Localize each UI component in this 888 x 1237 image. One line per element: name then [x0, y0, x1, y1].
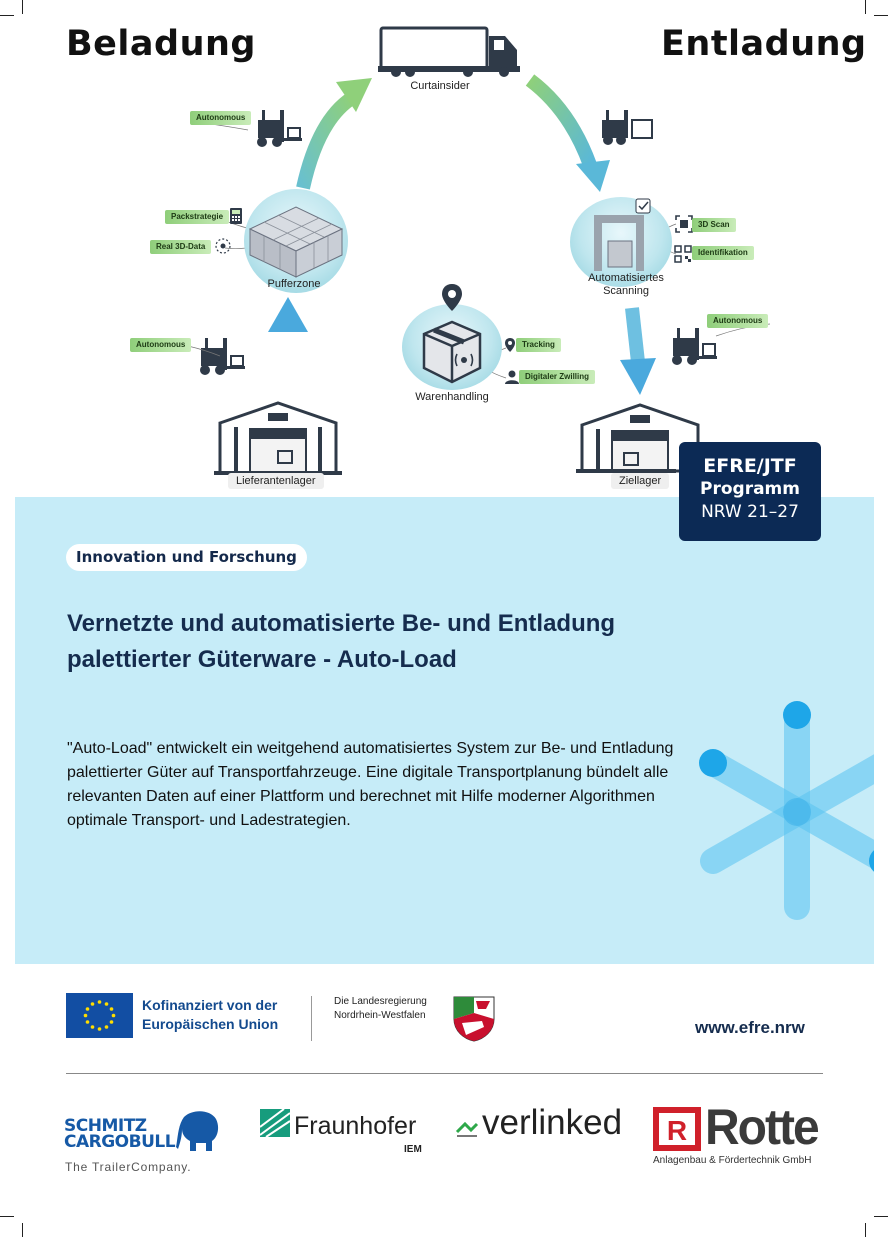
- eu-flag-icon: [66, 993, 133, 1038]
- arrow-curve-right: [530, 80, 610, 192]
- divider: [311, 996, 312, 1041]
- nrw-government-text: [334, 995, 427, 1023]
- tag-autonomous: Autonomous: [190, 111, 251, 125]
- network-icon: [213, 236, 233, 256]
- svg-text:R: R: [666, 1115, 688, 1146]
- location-pin-icon: [441, 283, 463, 313]
- forklift-icon: [602, 110, 652, 145]
- efre-program-badge: [679, 442, 821, 541]
- label-pufferzone: Pufferzone: [267, 278, 321, 290]
- verlinked-logo: verlinked: [482, 1103, 623, 1142]
- fraunhofer-mark-icon: [260, 1109, 290, 1137]
- schmitz-tagline: The TrailerCompany.: [65, 1160, 192, 1174]
- schmitz-cargobull-logo: [64, 1118, 175, 1150]
- forklift-icon: [257, 110, 302, 147]
- arrow-up-left: [268, 297, 308, 405]
- crop-mark: [0, 1216, 14, 1217]
- efre-line-2: Programm: [700, 479, 800, 499]
- label-lieferantenlager: Lieferantenlager: [228, 473, 324, 489]
- truck-icon: [378, 28, 520, 77]
- tag-3d-scan: 3D Scan: [692, 218, 736, 232]
- forklift-icon: [672, 328, 717, 365]
- rotte-mark-icon: [653, 1107, 701, 1151]
- label-warenhandling: Warenhandling: [415, 391, 489, 403]
- arrow-curve-left: [303, 78, 372, 188]
- eu-stars: [66, 993, 133, 1038]
- location-pin-small-icon: [504, 337, 516, 353]
- efre-url-link[interactable]: www.efre.nrw: [695, 1018, 805, 1037]
- verlinked-mark-icon: [455, 1118, 479, 1140]
- label-ziellager: Ziellager: [611, 473, 669, 489]
- crop-mark: [874, 1216, 888, 1217]
- nrw-coat-of-arms-icon: [452, 995, 496, 1043]
- eu-line-2: Europäischen Union: [142, 1016, 279, 1032]
- crop-mark: [865, 1223, 866, 1237]
- tag-digitaler-zwilling: Digitaler Zwilling: [519, 370, 595, 384]
- calculator-icon: [229, 207, 243, 225]
- schmitz-word: SCHMITZ: [64, 1116, 147, 1136]
- crop-mark: [22, 1223, 23, 1237]
- tag-real-3d-data: Real 3D-Data: [150, 240, 211, 254]
- package-icon: [402, 304, 502, 390]
- fraunhofer-logo: Fraunhofer: [294, 1112, 417, 1140]
- person-icon: [504, 369, 520, 385]
- tag-autonomous: Autonomous: [130, 338, 191, 352]
- rotte-tagline: Anlagenbau & Fördertechnik GmbH: [653, 1155, 812, 1166]
- bubble-warenhandling: [402, 304, 502, 390]
- heading-entladung: Entladung: [661, 24, 867, 64]
- nrw-line-1: Die Landesregierung: [334, 996, 427, 1007]
- heading-beladung: Beladung: [66, 24, 256, 64]
- efre-line-3: NRW 21–27: [701, 502, 799, 522]
- decorative-asterisk-icon: [695, 697, 874, 927]
- label-curtainsider: Curtainsider: [410, 80, 470, 92]
- qr-code-icon: [674, 245, 692, 263]
- scan-3d-icon: [674, 214, 694, 234]
- warehouse-icon: [214, 403, 342, 475]
- description-text: "Auto-Load" entwickelt ein weitgehend automatisiertes System zur Be- und Entladung palettierter Güter auf Transportfahrzeuge. Eine digitale Transportplanung bündelt alle relevanten Daten auf einer Plattform und berechnet mit Hilfe moderner Algorithmen optimale Transport- und Ladestrategien.: [67, 740, 674, 829]
- elephant-icon: [176, 1107, 222, 1153]
- efre-line-1: EFRE/JTF: [703, 455, 797, 477]
- process-diagram: [0, 0, 888, 497]
- page-title: [67, 606, 707, 678]
- eu-cofunding-text: [142, 996, 278, 1034]
- arrow-down-right: [620, 308, 656, 395]
- eu-line-1: Kofinanziert von der: [142, 997, 278, 1013]
- tag-tracking: Tracking: [516, 338, 561, 352]
- tag-packstrategie: Packstrategie: [165, 210, 229, 224]
- category-badge: Innovation und Forschung: [66, 544, 307, 571]
- cargobull-word: CARGOBULL: [64, 1132, 176, 1152]
- rotte-logo: Rotte: [705, 1099, 818, 1156]
- separator: [66, 1073, 823, 1074]
- tag-autonomous: Autonomous: [707, 314, 768, 328]
- tag-identifikation: Identifikation: [692, 246, 754, 260]
- title-line-2: palettierter Güterware - Auto-Load: [67, 646, 457, 673]
- title-line-1: Vernetzte und automatisierte Be- und Entladung: [67, 610, 616, 637]
- forklift-icon: [200, 338, 245, 375]
- fraunhofer-iem: IEM: [404, 1144, 422, 1155]
- label-scanning: Automatisiertes Scanning: [588, 272, 664, 297]
- nrw-line-2: Nordrhein-Westfalen: [334, 1010, 426, 1021]
